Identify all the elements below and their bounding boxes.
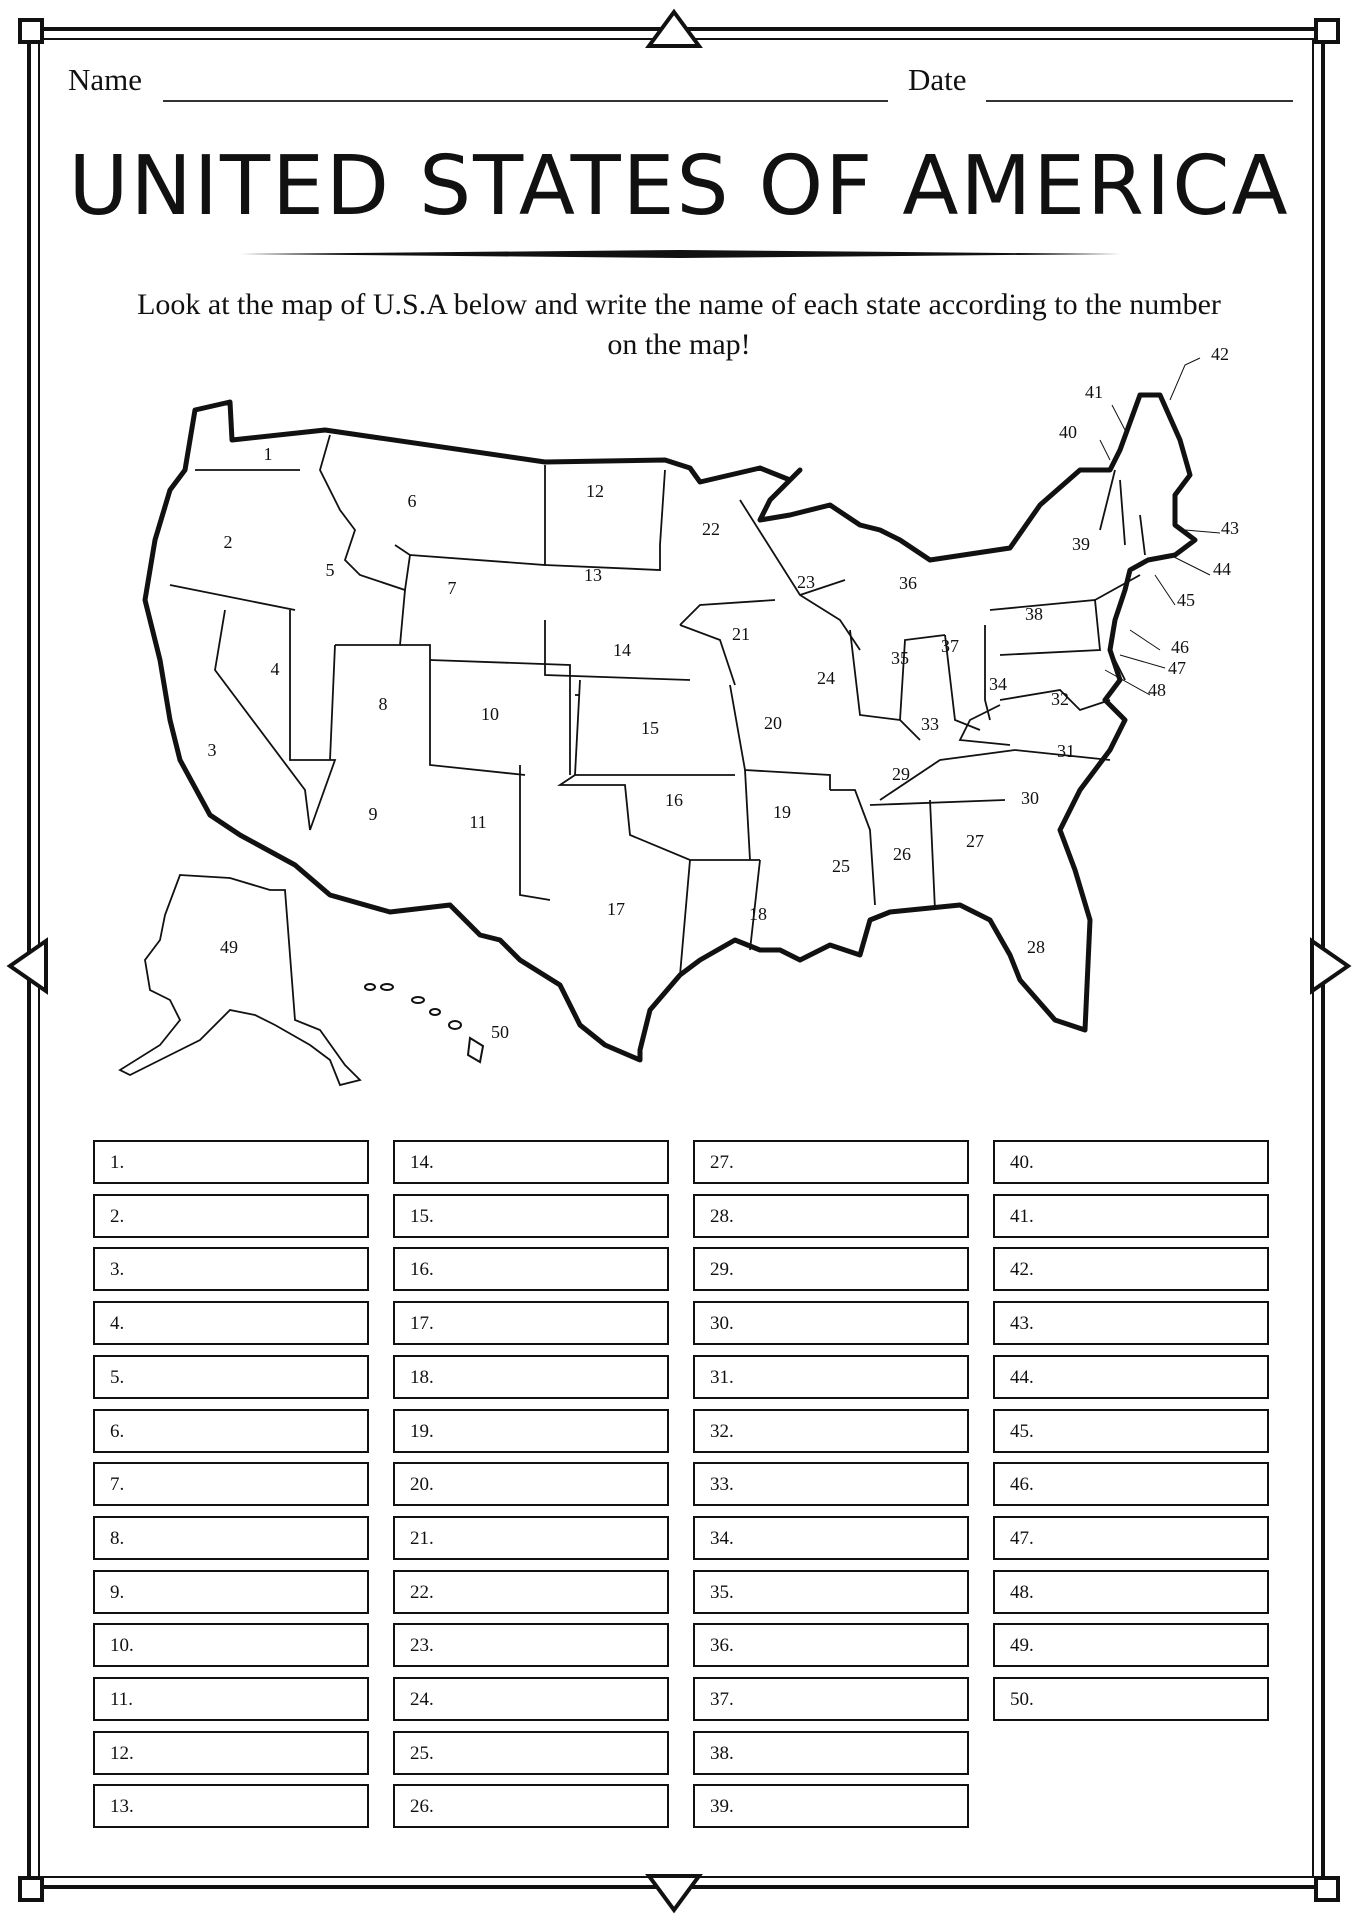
state-number-label: 50: [491, 1022, 509, 1042]
answer-number-label: 48.: [1010, 1581, 1034, 1603]
state-number-label: 10: [481, 704, 499, 724]
state-number-label: 45: [1177, 590, 1195, 610]
answer-number-label: 26.: [410, 1796, 434, 1818]
answer-number-label: 34.: [710, 1527, 734, 1549]
state-number-label: 35: [891, 648, 909, 668]
answer-box[interactable]: [993, 1677, 1269, 1721]
answer-box[interactable]: [993, 1623, 1269, 1667]
answer-number-label: 10.: [110, 1635, 134, 1657]
answer-box[interactable]: [993, 1516, 1269, 1560]
answer-number-label: 6.: [110, 1420, 125, 1442]
answer-box[interactable]: [93, 1194, 369, 1238]
answer-box[interactable]: [93, 1355, 369, 1399]
answer-box[interactable]: [693, 1623, 969, 1667]
answer-number-label: 36.: [710, 1635, 734, 1657]
answer-box[interactable]: [93, 1677, 369, 1721]
alaska-outline: [120, 875, 360, 1085]
answer-number-label: 27.: [710, 1152, 734, 1173]
answer-box[interactable]: [393, 1355, 669, 1399]
answer-box[interactable]: [93, 1516, 369, 1560]
answer-box[interactable]: [693, 1355, 969, 1399]
answer-box[interactable]: [993, 1301, 1269, 1345]
answer-number-label: 14.: [410, 1152, 434, 1173]
answer-number-label: 7.: [110, 1474, 125, 1496]
state-number-label: 48: [1148, 680, 1166, 700]
answer-box[interactable]: [693, 1570, 969, 1614]
answer-number-label: 22.: [410, 1581, 434, 1603]
state-number-label: 18: [749, 904, 767, 924]
answer-number-label: 21.: [410, 1527, 434, 1549]
answer-box[interactable]: [393, 1623, 669, 1667]
answer-box[interactable]: [393, 1570, 669, 1614]
hawaii-island: [468, 1038, 483, 1062]
state-number-label: 41: [1085, 382, 1103, 402]
answer-box[interactable]: [393, 1462, 669, 1506]
state-number-label: 5: [325, 560, 335, 580]
state-number-label: 19: [773, 802, 791, 822]
state-number-label: 31: [1057, 741, 1075, 761]
corner-square-bottom-right: [1314, 1876, 1340, 1902]
answer-number-label: 19.: [410, 1420, 434, 1442]
answer-number-label: 18.: [410, 1366, 434, 1388]
answer-box[interactable]: [393, 1301, 669, 1345]
answer-box[interactable]: [393, 1516, 669, 1560]
state-number-label: 44: [1213, 559, 1231, 579]
answer-box[interactable]: [993, 1247, 1269, 1291]
answer-box[interactable]: [393, 1677, 669, 1721]
answer-box[interactable]: [993, 1409, 1269, 1453]
state-number-label: 14: [613, 640, 631, 660]
answer-number-label: 41.: [1010, 1205, 1034, 1227]
answer-box[interactable]: [393, 1247, 669, 1291]
answer-number-label: 5.: [110, 1366, 125, 1388]
answer-number-label: 3.: [110, 1259, 125, 1281]
answer-number-label: 33.: [710, 1474, 734, 1496]
state-number-label: 49: [220, 937, 238, 957]
corner-square-bottom-left: [18, 1876, 44, 1902]
state-number-label: 12: [586, 481, 604, 501]
state-number-label: 37: [941, 636, 959, 656]
answer-box[interactable]: [693, 1784, 969, 1828]
state-number-label: 7: [447, 578, 457, 598]
answer-number-label: 16.: [410, 1259, 434, 1281]
answer-number-label: 50.: [1010, 1689, 1034, 1710]
state-number-label: 11: [469, 812, 487, 832]
state-number-label: 30: [1021, 788, 1039, 808]
state-number-label: 23: [797, 572, 815, 592]
answer-box[interactable]: [693, 1677, 969, 1721]
answer-box[interactable]: [93, 1409, 369, 1453]
date-label: Date: [908, 62, 967, 97]
answer-box[interactable]: [393, 1194, 669, 1238]
answer-box[interactable]: [993, 1570, 1269, 1614]
state-number-label: 32: [1051, 689, 1069, 709]
answer-number-label: 9.: [110, 1581, 125, 1603]
answer-box[interactable]: [693, 1194, 969, 1238]
state-number-label: 36: [899, 573, 917, 593]
answer-box[interactable]: [993, 1355, 1269, 1399]
answer-box[interactable]: [693, 1140, 969, 1184]
state-number-label: 22: [702, 519, 720, 539]
answer-number-label: 12.: [110, 1742, 134, 1764]
state-number-label: 6: [407, 491, 417, 511]
state-number-label: 34: [989, 674, 1007, 694]
state-number-label: 15: [641, 718, 659, 738]
state-number-label: 16: [665, 790, 683, 810]
answer-number-label: 46.: [1010, 1474, 1034, 1496]
state-number-label: 42: [1211, 344, 1229, 364]
state-number-label: 33: [921, 714, 939, 734]
answer-number-label: 39.: [710, 1796, 734, 1818]
state-number-label: 21: [732, 624, 750, 644]
answer-box[interactable]: [93, 1570, 369, 1614]
answer-box[interactable]: [693, 1462, 969, 1506]
answer-box[interactable]: [693, 1409, 969, 1453]
answer-number-label: 31.: [710, 1366, 734, 1388]
hawaii-island: [430, 1009, 440, 1015]
answer-box[interactable]: [693, 1301, 969, 1345]
state-number-label: 38: [1025, 604, 1043, 624]
answer-number-label: 23.: [410, 1635, 434, 1657]
answer-number-label: 4.: [110, 1313, 125, 1335]
answer-box[interactable]: [93, 1784, 369, 1828]
answer-number-label: 30.: [710, 1313, 734, 1335]
answer-number-label: 42.: [1010, 1259, 1034, 1281]
answer-number-label: 47.: [1010, 1527, 1034, 1549]
answer-box[interactable]: [993, 1140, 1269, 1184]
answer-box[interactable]: [393, 1784, 669, 1828]
state-number-label: 3: [207, 740, 217, 760]
answer-box[interactable]: [93, 1462, 369, 1506]
answer-box[interactable]: [93, 1731, 369, 1775]
state-number-label: 28: [1027, 937, 1045, 957]
answer-number-label: 1.: [110, 1152, 125, 1173]
answer-number-label: 32.: [710, 1420, 734, 1442]
name-label: Name: [68, 62, 143, 97]
hawaii-island: [365, 984, 375, 990]
page-title: UNITED STATES OF AMERICA: [68, 139, 1290, 234]
answer-number-label: 28.: [710, 1205, 734, 1227]
state-number-label: 9: [368, 804, 378, 824]
answer-box[interactable]: [693, 1247, 969, 1291]
answer-number-label: 37.: [710, 1689, 734, 1710]
state-number-label: 40: [1059, 422, 1077, 442]
answer-box[interactable]: [693, 1731, 969, 1775]
answer-box[interactable]: [693, 1516, 969, 1560]
hawaii-island: [449, 1021, 461, 1029]
answer-number-label: 38.: [710, 1742, 734, 1764]
answer-number-label: 25.: [410, 1742, 434, 1764]
triangle-bottom-ornament: [645, 1872, 703, 1914]
answer-box[interactable]: [93, 1623, 369, 1667]
state-number-label: 4: [270, 659, 280, 679]
state-number-label: 27: [966, 831, 984, 851]
state-number-label: 29: [892, 764, 910, 784]
state-number-label: 26: [893, 844, 911, 864]
answer-number-label: 43.: [1010, 1313, 1034, 1335]
state-number-label: 1: [263, 444, 273, 464]
state-number-label: 25: [832, 856, 850, 876]
answer-number-label: 8.: [110, 1527, 125, 1549]
answer-number-label: 35.: [710, 1581, 734, 1603]
answer-number-label: 11.: [110, 1689, 134, 1710]
state-number-label: 2: [223, 532, 233, 552]
answer-number-label: 40.: [1010, 1152, 1034, 1173]
answer-number-label: 49.: [1010, 1635, 1034, 1657]
state-number-label: 46: [1171, 637, 1189, 657]
answer-number-label: 15.: [410, 1205, 434, 1227]
answer-number-label: 20.: [410, 1474, 434, 1496]
usa-outline: [145, 395, 1195, 1060]
answer-box[interactable]: [393, 1731, 669, 1775]
answer-number-label: 29.: [710, 1259, 734, 1281]
state-number-label: 47: [1168, 658, 1186, 678]
answer-number-label: 45.: [1010, 1420, 1034, 1442]
answer-box[interactable]: [393, 1140, 669, 1184]
answer-number-label: 44.: [1010, 1366, 1034, 1388]
answer-box[interactable]: [993, 1462, 1269, 1506]
answer-box[interactable]: [393, 1409, 669, 1453]
state-number-label: 43: [1221, 518, 1239, 538]
answer-box[interactable]: [993, 1194, 1269, 1238]
state-number-label: 17: [607, 899, 625, 919]
state-number-label: 13: [584, 565, 602, 585]
answer-number-label: 13.: [110, 1796, 134, 1818]
state-number-label: 8: [378, 694, 388, 714]
answer-box[interactable]: [93, 1247, 369, 1291]
answer-number-label: 24.: [410, 1689, 434, 1710]
state-number-label: 20: [764, 713, 782, 733]
answer-number-label: 17.: [410, 1313, 434, 1335]
hawaii-island: [381, 984, 393, 990]
state-number-label: 24: [817, 668, 835, 688]
answer-number-label: 2.: [110, 1205, 125, 1227]
state-number-label: 39: [1072, 534, 1090, 554]
answer-box[interactable]: [93, 1140, 369, 1184]
answer-box[interactable]: [93, 1301, 369, 1345]
instructions-text: Look at the map of U.S.A below and write the name of each state according to the number on the map!: [137, 288, 1221, 361]
hawaii-island: [412, 997, 424, 1003]
